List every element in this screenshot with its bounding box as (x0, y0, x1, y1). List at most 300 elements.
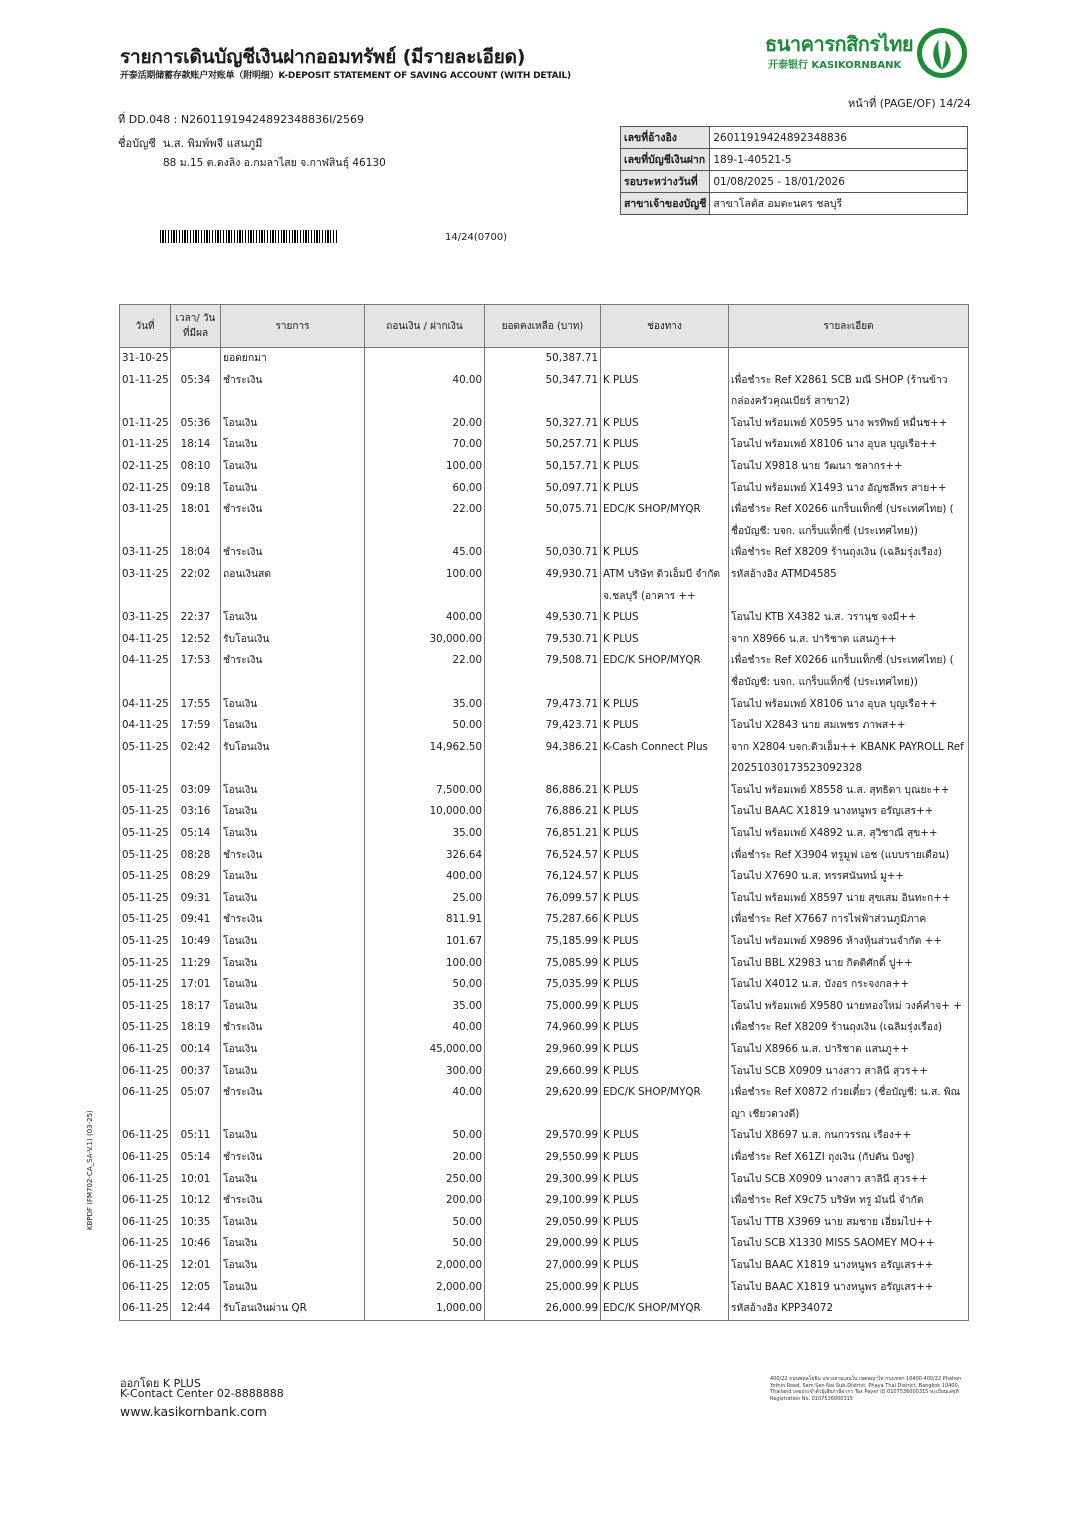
row-date: 05-11-25 (120, 866, 171, 888)
row-amount: 22.00 (365, 499, 485, 542)
row-balance: 50,157.71 (485, 456, 601, 478)
row-time: 05:14 (171, 823, 221, 845)
row-time: 12:52 (171, 629, 221, 651)
row-item: โอนเงิน (221, 1212, 365, 1234)
row-detail: เพื่อชำระ Ref X8209 ร้านถุงเงิน (เฉลิมรุ่งเรือง) (729, 1017, 969, 1039)
row-channel: K PLUS (601, 1061, 729, 1083)
page-code: 14/24(0700) (445, 232, 508, 243)
table-row (120, 1169, 969, 1191)
row-channel: K PLUS (601, 823, 729, 845)
row-channel: K PLUS (601, 953, 729, 975)
row-time: 10:35 (171, 1212, 221, 1234)
info-row (621, 193, 968, 215)
row-balance: 75,035.99 (485, 974, 601, 996)
row-date: 03-11-25 (120, 499, 171, 542)
row-channel: K PLUS (601, 1039, 729, 1061)
row-amount: 200.00 (365, 1190, 485, 1212)
row-amount: 30,000.00 (365, 629, 485, 651)
page-indicator: หน้าที่ (PAGE/OF) 14/24 (848, 97, 971, 110)
issued-by: ออกโดย K PLUS (120, 1377, 201, 1390)
row-balance: 75,000.99 (485, 996, 601, 1018)
row-date: 06-11-25 (120, 1212, 171, 1234)
row-item: โอนเงิน (221, 780, 365, 802)
info-row (621, 127, 968, 149)
row-item: โอนเงิน (221, 1277, 365, 1299)
row-time: 05:34 (171, 370, 221, 413)
row-date: 06-11-25 (120, 1147, 171, 1169)
row-time: 17:59 (171, 715, 221, 737)
row-detail: เพื่อชำระ Ref X9c75 บริษัท ทรู มันนี่ จำกัด (729, 1190, 969, 1212)
table-row (120, 1147, 969, 1169)
row-balance: 25,000.99 (485, 1277, 601, 1299)
row-time: 05:14 (171, 1147, 221, 1169)
row-item: โอนเงิน (221, 996, 365, 1018)
row-detail: โอนไป พร้อมเพย์ X4892 น.ส. สุวิชาณี สุข++ (729, 823, 969, 845)
column-header-channel: ช่องทาง (601, 305, 729, 348)
info-value: 260119194248923488​36 (710, 127, 968, 149)
row-channel: K PLUS (601, 996, 729, 1018)
row-detail: โอนไป X7690 น.ส. ทรรศนันทน์ มู++ (729, 866, 969, 888)
row-item: ถอนเงินสด (221, 564, 365, 607)
row-amount: 101.67 (365, 931, 485, 953)
row-balance: 29,100.99 (485, 1190, 601, 1212)
row-detail: โอนไป พร้อมเพย์ X0595 นาง พรทิพย์ หมื่นช++ (729, 413, 969, 435)
transactions-table (119, 304, 969, 1321)
bank-address: 400/22 ถนนพหลโยธิน แขวงสามเสนใน เขตพญาไท กรุงเทพฯ 10400 400/22 Phahon Yothin Road, Sam Sen Nai Sub-District, Phaya Thai District, Bangkok 10400, Thailand เลขประจำตัวผู้เสียภาษีอากร Tax Payer ID 0107536000315 ทะเบียนเลขที่ Registration No. 0107536000315 (770, 1376, 962, 1402)
row-channel: K PLUS (601, 694, 729, 716)
row-date: 06-11-25 (120, 1039, 171, 1061)
row-date: 01-11-25 (120, 370, 171, 413)
row-detail: เพื่อชำระ Ref X61ZI ถุงเงิน (กัปตัน บิงซู) (729, 1147, 969, 1169)
row-time: 09:41 (171, 909, 221, 931)
row-time: 10:01 (171, 1169, 221, 1191)
row-time: 05:36 (171, 413, 221, 435)
info-label: เลขที่บัญชีเงินฝาก (621, 149, 710, 171)
row-time: 11:29 (171, 953, 221, 975)
row-date: 06-11-25 (120, 1255, 171, 1277)
row-balance: 29,550.99 (485, 1147, 601, 1169)
table-row (120, 413, 969, 435)
row-item: รับโอนเงิน (221, 737, 365, 780)
row-item: ชำระเงิน (221, 1190, 365, 1212)
row-balance: 29,620.99 (485, 1082, 601, 1125)
contact-center: K-Contact Center 02-8888888 (120, 1387, 284, 1400)
row-amount: 40.00 (365, 1082, 485, 1125)
row-item: โอนเงิน (221, 866, 365, 888)
row-channel: K PLUS (601, 607, 729, 629)
row-detail: เพื่อชำระ Ref X0266 แกร็บแท็กซี่ (ประเทศไทย) ( ชื่อบัญชี: บจก. แกร็บแท็กซี่ (ประเทศไทย)) (729, 650, 969, 693)
table-row (120, 1298, 969, 1320)
row-balance: 27,000.99 (485, 1255, 601, 1277)
row-time: 17:01 (171, 974, 221, 996)
row-balance: 75,287.66 (485, 909, 601, 931)
row-time: 17:55 (171, 694, 221, 716)
row-detail: โอนไป พร้อมเพย์ X8106 นาง อุบล บุญเรือ++ (729, 694, 969, 716)
row-balance: 50,075.71 (485, 499, 601, 542)
row-item: ชำระเงิน (221, 845, 365, 867)
row-amount: 400.00 (365, 866, 485, 888)
row-item: รับโอนเงินผ่าน QR (221, 1298, 365, 1320)
row-balance: 50,347.71 (485, 370, 601, 413)
row-time: 17:53 (171, 650, 221, 693)
table-row (120, 1061, 969, 1083)
table-row (120, 499, 969, 542)
row-date: 02-11-25 (120, 478, 171, 500)
row-item: โอนเงิน (221, 1233, 365, 1255)
row-detail: โอนไป X8966 น.ส. ปาริชาต แสนภู++ (729, 1039, 969, 1061)
account-address: 88 ม.15 ต.ดงลิง อ.กมลาไสย จ.กาฬสินธุ์ 46130 (163, 157, 386, 169)
row-time: 18:17 (171, 996, 221, 1018)
row-item: โอนเงิน (221, 478, 365, 500)
row-item: โอนเงิน (221, 1039, 365, 1061)
column-header-balance: ยอดคงเหลือ (บาท) (485, 305, 601, 348)
row-detail: โอนไป SCB X0909 นางสาว สาลินี สุวร++ (729, 1169, 969, 1191)
row-date: 04-11-25 (120, 650, 171, 693)
row-time (171, 348, 221, 370)
info-label: เลขที่อ้างอิง (621, 127, 710, 149)
row-date: 06-11-25 (120, 1061, 171, 1083)
row-item: โอนเงิน (221, 413, 365, 435)
row-time: 10:46 (171, 1233, 221, 1255)
row-detail: โอนไป X9818 นาย วัฒนา ชลากร++ (729, 456, 969, 478)
column-header-item: รายการ (221, 305, 365, 348)
account-name-value: น.ส. พิมพ์พจี แสนภูมี (162, 137, 263, 150)
row-amount: 2,000.00 (365, 1255, 485, 1277)
row-item: ชำระเงิน (221, 499, 365, 542)
row-time: 18:19 (171, 1017, 221, 1039)
row-channel: K PLUS (601, 909, 729, 931)
row-balance: 50,327.71 (485, 413, 601, 435)
row-detail: โอนไป พร้อมเพย์ X9896 ห้างหุ้นส่วนจำกัด ++ (729, 931, 969, 953)
row-channel: EDC/K SHOP/MYQR (601, 499, 729, 542)
row-item: ชำระเงิน (221, 542, 365, 564)
row-date: 06-11-25 (120, 1169, 171, 1191)
row-detail: โอนไป BBL X2983 นาย กิตติศักดิ์ ปู++ (729, 953, 969, 975)
table-row (120, 1277, 969, 1299)
row-date: 05-11-25 (120, 888, 171, 910)
bank-name-en: 开泰银行 KASIKORNBANK (768, 60, 902, 71)
row-item: ยอดยกมา (221, 348, 365, 370)
row-detail: โอนไป X2843 นาย สมเพชร ภาพส++ (729, 715, 969, 737)
row-item: โอนเงิน (221, 888, 365, 910)
table-row (120, 1212, 969, 1234)
table-row (120, 694, 969, 716)
row-channel: K PLUS (601, 780, 729, 802)
row-balance: 75,085.99 (485, 953, 601, 975)
row-item: ชำระเงิน (221, 1017, 365, 1039)
row-time: 05:07 (171, 1082, 221, 1125)
row-item: โอนเงิน (221, 607, 365, 629)
info-value: 01/08/2025 - 18/01/2026 (710, 171, 968, 193)
row-balance: 79,423.71 (485, 715, 601, 737)
row-balance: 76,124.57 (485, 866, 601, 888)
row-amount: 20.00 (365, 1147, 485, 1169)
row-balance: 76,886.21 (485, 801, 601, 823)
row-balance: 79,508.71 (485, 650, 601, 693)
row-date: 05-11-25 (120, 953, 171, 975)
row-balance: 86,886.21 (485, 780, 601, 802)
row-channel: K PLUS (601, 1233, 729, 1255)
row-item: ชำระเงิน (221, 1082, 365, 1125)
row-item: โอนเงิน (221, 974, 365, 996)
row-detail: จาก X2804 บจก.ดิวเอ็ม++ KBANK PAYROLL Ref 20251030173523092328 (729, 737, 969, 780)
row-amount: 35.00 (365, 694, 485, 716)
row-amount: 20.00 (365, 413, 485, 435)
row-date: 03-11-25 (120, 542, 171, 564)
row-item: โอนเงิน (221, 953, 365, 975)
row-channel: K PLUS (601, 1212, 729, 1234)
row-channel: K PLUS (601, 888, 729, 910)
row-balance: 76,524.57 (485, 845, 601, 867)
row-time: 05:11 (171, 1125, 221, 1147)
row-balance: 29,960.99 (485, 1039, 601, 1061)
row-date: 01-11-25 (120, 413, 171, 435)
row-amount: 100.00 (365, 564, 485, 607)
row-time: 22:37 (171, 607, 221, 629)
row-amount: 14,962.50 (365, 737, 485, 780)
row-channel: K PLUS (601, 1017, 729, 1039)
row-amount: 35.00 (365, 996, 485, 1018)
row-channel: K PLUS (601, 1255, 729, 1277)
row-amount: 40.00 (365, 370, 485, 413)
table-row (120, 909, 969, 931)
row-item: โอนเงิน (221, 823, 365, 845)
table-row (120, 996, 969, 1018)
row-item: โอนเงิน (221, 801, 365, 823)
table-row (120, 823, 969, 845)
row-item: โอนเงิน (221, 1169, 365, 1191)
row-time: 12:44 (171, 1298, 221, 1320)
table-row (120, 866, 969, 888)
row-item: รับโอนเงิน (221, 629, 365, 651)
row-channel: K PLUS (601, 456, 729, 478)
row-detail: เพื่อชำระ Ref X3904 ทรูมูฟ เอช (แบบรายเดือน) (729, 845, 969, 867)
row-date: 05-11-25 (120, 845, 171, 867)
row-channel: K PLUS (601, 715, 729, 737)
row-item: โอนเงิน (221, 456, 365, 478)
row-channel: K PLUS (601, 845, 729, 867)
table-row (120, 888, 969, 910)
row-detail: เพื่อชำระ Ref X8209 ร้านถุงเงิน (เฉลิมรุ่งเรือง) (729, 542, 969, 564)
row-time: 12:05 (171, 1277, 221, 1299)
row-amount: 10,000.00 (365, 801, 485, 823)
row-time: 08:28 (171, 845, 221, 867)
row-balance: 29,050.99 (485, 1212, 601, 1234)
row-item: โอนเงิน (221, 434, 365, 456)
row-channel: K PLUS (601, 1169, 729, 1191)
website-link[interactable]: www.kasikornbank.com (120, 1404, 267, 1419)
row-detail: โอนไป พร้อมเพย์ X8597 นาย สุขเสม อินทะก++ (729, 888, 969, 910)
row-time: 10:12 (171, 1190, 221, 1212)
row-date: 06-11-25 (120, 1125, 171, 1147)
column-header-date: วันที่ (120, 305, 171, 348)
row-item: ชำระเงิน (221, 370, 365, 413)
row-detail: โอนไป X8697 น.ส. กนกวรรณ เรือง++ (729, 1125, 969, 1147)
row-date: 04-11-25 (120, 694, 171, 716)
row-detail: รหัสอ้างอิง ATMD4585 (729, 564, 969, 607)
row-item: โอนเงิน (221, 715, 365, 737)
row-amount: 22.00 (365, 650, 485, 693)
row-balance: 75,185.99 (485, 931, 601, 953)
row-channel: EDC/K SHOP/MYQR (601, 1298, 729, 1320)
row-detail: รหัสอ้างอิง KPP34072 (729, 1298, 969, 1320)
row-balance: 50,257.71 (485, 434, 601, 456)
row-date: 31-10-25 (120, 348, 171, 370)
row-item: โอนเงิน (221, 1125, 365, 1147)
row-time: 02:42 (171, 737, 221, 780)
row-channel: K PLUS (601, 931, 729, 953)
row-time: 18:04 (171, 542, 221, 564)
row-balance: 79,530.71 (485, 629, 601, 651)
row-date: 06-11-25 (120, 1233, 171, 1255)
row-amount: 50.00 (365, 974, 485, 996)
row-detail: เพื่อชำระ Ref X0872 ก๋วยเตี๋ยว (ชื่อบัญชี: น.ส. พิณญา เชียวดวงดี) (729, 1082, 969, 1125)
row-time: 09:18 (171, 478, 221, 500)
table-row (120, 1039, 969, 1061)
row-item: ชำระเงิน (221, 909, 365, 931)
info-value: สาขาโลตัส อมตะนคร ชลบุรี (710, 193, 968, 215)
row-channel: K PLUS (601, 434, 729, 456)
row-item: ชำระเงิน (221, 650, 365, 693)
row-detail: จาก X8966 น.ส. ปาริชาต แสนภู++ (729, 629, 969, 651)
row-item: โอนเงิน (221, 931, 365, 953)
row-item: โอนเงิน (221, 1061, 365, 1083)
account-info-table (620, 126, 968, 215)
column-header-amount: ถอนเงิน / ฝากเงิน (365, 305, 485, 348)
row-amount: 70.00 (365, 434, 485, 456)
row-date: 05-11-25 (120, 974, 171, 996)
table-row (120, 780, 969, 802)
kasikornbank-logo-icon (915, 26, 969, 80)
table-row (120, 737, 969, 780)
row-channel: K PLUS (601, 542, 729, 564)
row-date: 05-11-25 (120, 801, 171, 823)
table-row (120, 607, 969, 629)
row-time: 03:16 (171, 801, 221, 823)
row-amount: 400.00 (365, 607, 485, 629)
table-row (120, 564, 969, 607)
table-row (120, 1255, 969, 1277)
row-amount: 811.91 (365, 909, 485, 931)
row-date: 06-11-25 (120, 1190, 171, 1212)
row-channel: K PLUS (601, 974, 729, 996)
column-header-detail: รายละเอียด (729, 305, 969, 348)
table-row (120, 845, 969, 867)
row-amount: 300.00 (365, 1061, 485, 1083)
row-time: 18:14 (171, 434, 221, 456)
row-detail: โอนไป SCB X1330 MISS SAOMEY MO++ (729, 1233, 969, 1255)
row-channel: K PLUS (601, 478, 729, 500)
row-balance: 29,660.99 (485, 1061, 601, 1083)
row-detail: เพื่อชำระ Ref X2861 SCB มณี SHOP (ร้านข้าว กล่องครัวคุณเบียร์ สาขา2) (729, 370, 969, 413)
row-channel: K PLUS (601, 413, 729, 435)
row-time: 18:01 (171, 499, 221, 542)
row-channel: K PLUS (601, 1190, 729, 1212)
row-date: 05-11-25 (120, 1017, 171, 1039)
row-time: 08:29 (171, 866, 221, 888)
account-name (118, 134, 262, 152)
row-channel: K PLUS (601, 370, 729, 413)
row-detail: โอนไป X4012 น.ส. บังอร กระจงกล++ (729, 974, 969, 996)
row-detail: โอนไป BAAC X1819 นางหนูพร อรัญเสร++ (729, 1277, 969, 1299)
row-date: 06-11-25 (120, 1298, 171, 1320)
row-detail: โอนไป BAAC X1819 นางหนูพร อรัญเสร++ (729, 1255, 969, 1277)
row-detail: โอนไป SCB X0909 นางสาว สาลินี สุวร++ (729, 1061, 969, 1083)
row-detail: เพื่อชำระ Ref X0266 แกร็บแท็กซี่ (ประเทศไทย) ( ชื่อบัญชี: บจก. แกร็บแท็กซี่ (ประเทศไทย)) (729, 499, 969, 542)
row-date: 06-11-25 (120, 1082, 171, 1125)
row-balance: 50,097.71 (485, 478, 601, 500)
row-amount: 35.00 (365, 823, 485, 845)
row-balance: 50,030.71 (485, 542, 601, 564)
row-amount: 50.00 (365, 1125, 485, 1147)
row-date: 01-11-25 (120, 434, 171, 456)
row-balance: 49,930.71 (485, 564, 601, 607)
form-code: KBPDF (FM702-CA_SA-V.1) (03-25) (86, 1110, 94, 1230)
row-date: 05-11-25 (120, 996, 171, 1018)
row-time: 03:09 (171, 780, 221, 802)
row-date: 05-11-25 (120, 931, 171, 953)
row-balance: 50,387.71 (485, 348, 601, 370)
row-balance: 79,473.71 (485, 694, 601, 716)
row-balance: 29,570.99 (485, 1125, 601, 1147)
row-time: 08:10 (171, 456, 221, 478)
table-row (120, 715, 969, 737)
row-amount: 50.00 (365, 1233, 485, 1255)
table-row (120, 542, 969, 564)
table-row (120, 801, 969, 823)
row-detail: โอนไป KTB X4382 น.ส. วรานุช จงมี++ (729, 607, 969, 629)
row-amount: 2,000.00 (365, 1277, 485, 1299)
row-detail: โอนไป BAAC X1819 นางหนูพร อรัญเสร++ (729, 801, 969, 823)
row-date: 05-11-25 (120, 909, 171, 931)
row-item: โอนเงิน (221, 694, 365, 716)
info-value: 189-1-40521-5 (710, 149, 968, 171)
table-row (120, 650, 969, 693)
row-balance: 29,300.99 (485, 1169, 601, 1191)
row-date: 02-11-25 (120, 456, 171, 478)
barcode (160, 230, 338, 243)
row-date: 04-11-25 (120, 629, 171, 651)
row-balance: 94,386.21 (485, 737, 601, 780)
row-channel: K PLUS (601, 866, 729, 888)
row-time: 09:31 (171, 888, 221, 910)
info-row (621, 171, 968, 193)
row-detail: โอนไป พร้อมเพย์ X1493 นาง อัญชลีพร สาย++ (729, 478, 969, 500)
row-amount: 60.00 (365, 478, 485, 500)
row-date: 06-11-25 (120, 1277, 171, 1299)
document-reference: ที่ DD.048 : N2601191942489234883​6I/2569 (118, 113, 365, 126)
column-header-time: เวลา/ วันที่มีผล (171, 305, 221, 348)
row-channel: K PLUS (601, 1125, 729, 1147)
table-row (120, 1082, 969, 1125)
row-detail: โอนไป พร้อมเพย์ X8558 น.ส. สุทธิดา บุณยะ++ (729, 780, 969, 802)
bank-name-th: ธนาคารกสิกรไทย (765, 32, 914, 56)
table-row (120, 1233, 969, 1255)
table-row (120, 456, 969, 478)
row-time: 10:49 (171, 931, 221, 953)
row-date: 03-11-25 (120, 564, 171, 607)
statement-subtitle: 开泰活期储蓄存款账户对账单（附明细）K-DEPOSIT STATEMENT OF SAVING ACCOUNT (WITH DETAIL) (120, 71, 571, 81)
row-date: 04-11-25 (120, 715, 171, 737)
row-amount: 25.00 (365, 888, 485, 910)
row-balance: 76,099.57 (485, 888, 601, 910)
row-amount: 45.00 (365, 542, 485, 564)
row-time: 00:37 (171, 1061, 221, 1083)
table-row (120, 1017, 969, 1039)
row-amount (365, 348, 485, 370)
row-detail: โอนไป พร้อมเพย์ X9580 นายทองใหม่ วงค์คำจ+ + (729, 996, 969, 1018)
row-channel: K PLUS (601, 629, 729, 651)
